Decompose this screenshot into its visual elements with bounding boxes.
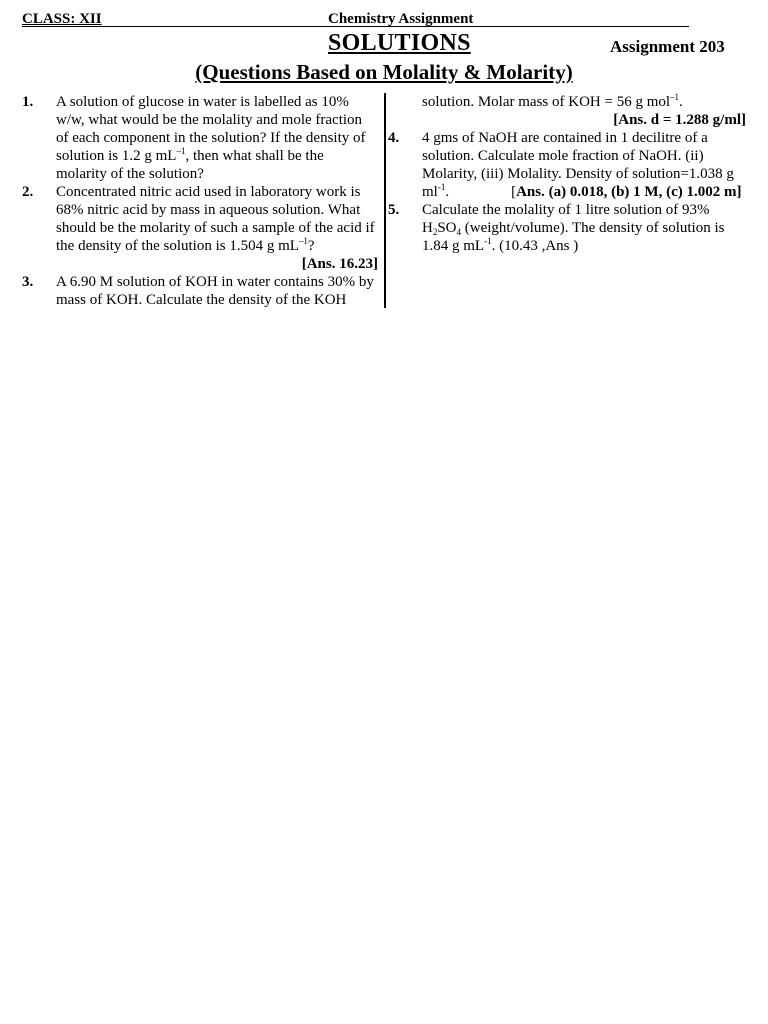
answer: [Ans. d = 1.288 g/ml] <box>613 112 746 128</box>
question-3 <box>22 273 378 309</box>
question-number: 4. <box>388 130 400 146</box>
question-text: , then what shall be the molarity of the solution? <box>56 148 324 182</box>
column-divider <box>384 93 386 308</box>
subject-title: Chemistry Assignment <box>328 11 474 27</box>
question-text: . (10.43 ,Ans ) <box>491 238 579 254</box>
question-text: ? <box>307 238 315 254</box>
left-column <box>22 93 378 309</box>
question-4 <box>388 129 746 201</box>
superscript: –1 <box>670 92 680 102</box>
question-text: . <box>679 94 683 110</box>
question-text: . <box>445 184 450 200</box>
question-text: Calculate the molality of 1 litre solution of 93% H <box>422 202 710 236</box>
superscript: –1 <box>176 146 186 156</box>
question-number: 2. <box>22 184 34 200</box>
subscript: 2 <box>432 227 438 237</box>
question-3-continued <box>388 93 746 129</box>
question-text: 4 gms of NaOH are contained in 1 decilitre of a solution. Calculate mole fraction of NaOH. (ii) Molarity, (iii) Molality. Density of solution=1.038 g ml <box>422 130 734 200</box>
assignment-number: Assignment 203 <box>610 37 725 56</box>
question-5 <box>388 201 746 255</box>
answer: [Ans. 16.23] <box>301 256 378 272</box>
superscript: -1 <box>484 236 492 246</box>
subscript: 4 <box>456 227 462 237</box>
right-column <box>388 93 746 255</box>
question-2 <box>22 183 378 273</box>
question-text: (weight/volume). The density of solution is 1.84 g mL <box>422 220 725 254</box>
question-text: Concentrated nitric acid used in laboratory work is 68% nitric acid by mass in aqueous solution. What should be the molarity of such a sample of the acid if the density of the solution is 1.504 g mL <box>56 184 375 254</box>
answer: Ans. (a) 0.018, (b) 1 M, (c) 1.002 m] <box>516 184 742 200</box>
question-1 <box>22 93 378 183</box>
question-number: 1. <box>22 94 34 110</box>
question-text: SO <box>437 220 457 236</box>
page-subtitle: (Questions Based on Molality & Molarity) <box>195 60 573 84</box>
question-text: A solution of glucose in water is labelled as 10% w/w, what would be the molality and mole fraction of each component in the solution? If the density of solution is 1.2 g mL <box>56 94 366 164</box>
question-number: 3. <box>22 274 34 290</box>
answer-bracket: [ <box>511 184 517 200</box>
superscript: –1 <box>298 236 308 246</box>
question-text: solution. Molar mass of KOH = 56 g mol <box>422 94 671 110</box>
class-label: CLASS: XII <box>22 11 102 27</box>
question-number: 5. <box>388 202 400 218</box>
question-text: A 6.90 M solution of KOH in water contains 30% by mass of KOH. Calculate the density of the KOH <box>56 274 374 308</box>
superscript: -1 <box>437 182 446 192</box>
page-title: SOLUTIONS <box>328 30 471 56</box>
